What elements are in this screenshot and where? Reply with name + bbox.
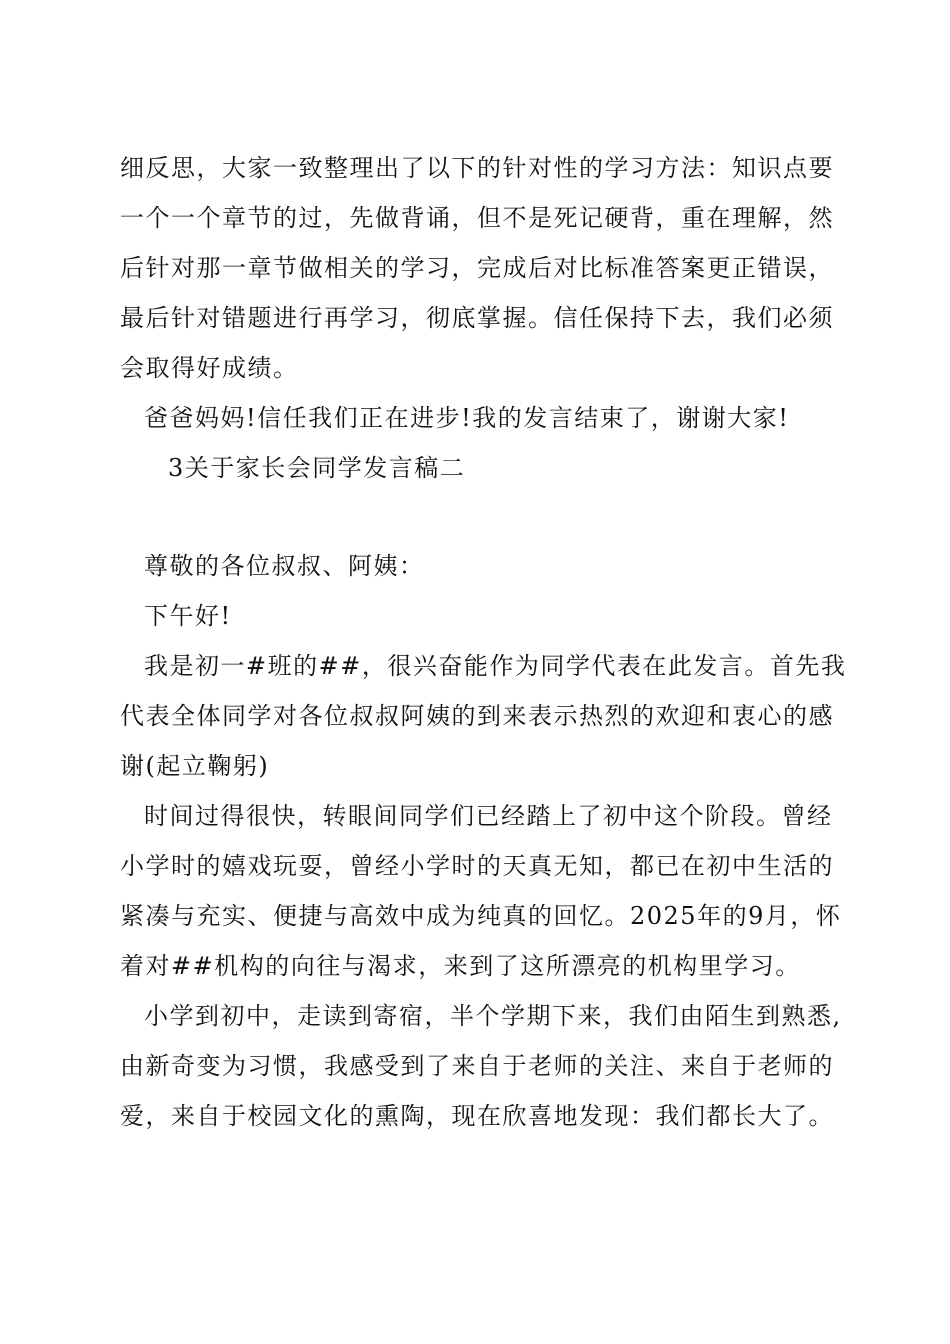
text-line: 小学到初中，走读到寄宿，半个学期下来，我们由陌生到熟悉, bbox=[144, 1002, 842, 1030]
text-line: 爸爸妈妈!信任我们正在进步!我的发言结束了，谢谢大家! bbox=[144, 404, 790, 432]
section-heading bbox=[120, 443, 840, 493]
paragraph-closing bbox=[120, 393, 840, 443]
text-line: 着对##机构的向往与渴求，来到了这所漂亮的机构里学习。 bbox=[120, 952, 801, 980]
text-line: 代表全体同学对各位叔叔阿姨的到来表示热烈的欢迎和衷心的感 bbox=[120, 702, 834, 730]
text-line: 一个一个章节的过，先做背诵，但不是死记硬背，重在理解，然 bbox=[120, 204, 834, 232]
text-line: 细反思，大家一致整理出了以下的针对性的学习方法：知识点要 bbox=[120, 154, 834, 182]
text-line: 由新奇变为习惯，我感受到了来自于老师的关注、来自于老师的 bbox=[120, 1052, 834, 1080]
text-line: 会取得好成绩。 bbox=[120, 354, 299, 382]
paragraph-study-method bbox=[120, 143, 840, 393]
greeting bbox=[120, 541, 840, 591]
text-line: 谢(起立鞠躬) bbox=[120, 752, 270, 780]
text-line: 我是初一#班的##，很兴奋能作为同学代表在此发言。首先我 bbox=[144, 652, 847, 680]
text-line: 尊敬的各位叔叔、阿姨： bbox=[144, 552, 425, 580]
salutation bbox=[120, 591, 840, 641]
heading-text: 3关于家长会同学发言稿二 bbox=[168, 454, 466, 482]
paragraph-introduction bbox=[120, 641, 847, 791]
text-line: 时间过得很快，转眼间同学们已经踏上了初中这个阶段。曾经 bbox=[144, 802, 833, 830]
text-line: 紧凑与充实、便捷与高效中成为纯真的回忆。2025年的9月，怀 bbox=[120, 902, 842, 930]
text-line: 下午好! bbox=[144, 602, 232, 630]
paragraph-time-passes bbox=[120, 791, 840, 991]
text-line: 小学时的嬉戏玩耍，曾经小学时的天真无知，都已在初中生活的 bbox=[120, 852, 834, 880]
paragraph-growing-up bbox=[120, 991, 840, 1141]
text-line: 爱，来自于校园文化的熏陶，现在欣喜地发现：我们都长大了。 bbox=[120, 1102, 834, 1130]
text-line: 最后针对错题进行再学习，彻底掌握。信任保持下去，我们必须 bbox=[120, 304, 834, 332]
text-line: 后针对那一章节做相关的学习，完成后对比标准答案更正错误， bbox=[120, 254, 834, 282]
